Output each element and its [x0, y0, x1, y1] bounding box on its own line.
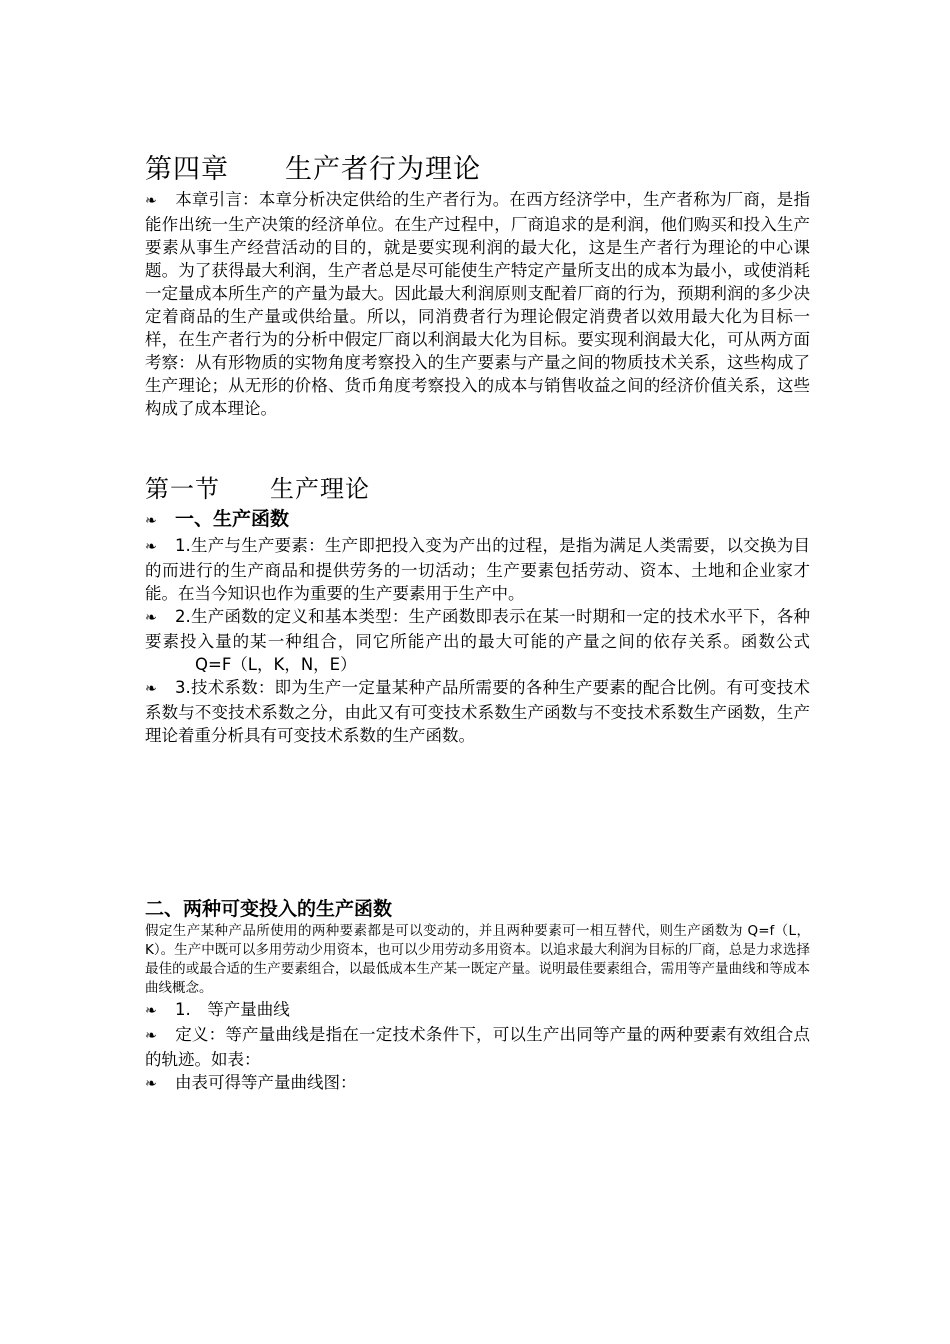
production-function-formula: Q=F（L，K，N，E）: [195, 655, 357, 674]
bullet-icon: ❧: [145, 610, 157, 626]
chapter-title: 第四章 生产者行为理论: [145, 154, 481, 185]
section2-item1-text: 1. 等产量曲线: [175, 1000, 290, 1019]
chapter-intro: [145, 188, 810, 420]
bullet-icon: ❧: [145, 193, 157, 209]
section2-item2: [145, 1023, 810, 1071]
section2-block: [145, 896, 810, 1096]
section2-intro: 假定生产某种产品所使用的两种要素都是可以变动的，并且两种要素可一相互替代，则生产函数为 Q=f（L，K）。生产中既可以多用劳动少用资本，也可以少用劳动多用资本。以追求最大利润为目标的厂商，总是力求选择最佳的或最合适的生产要素组合，以最低成本生产某一既定产量。说明最佳要素组合，需用等产量曲线和等成本曲线概念。: [145, 923, 810, 996]
bullet-icon: ❧: [145, 513, 157, 529]
section1-title: 第一节 生产理论: [145, 475, 370, 503]
bullet-icon: ❧: [145, 1028, 157, 1044]
section2-heading: 二、两种可变投入的生产函数: [145, 898, 393, 920]
section2-item1: [145, 998, 810, 1023]
section1-block: [145, 472, 810, 747]
chapter-intro-text: 本章引言：本章分析决定供给的生产者行为。在西方经济学中，生产者称为厂商，是指能作出统一生产决策的经济单位。在生产过程中，厂商追求的是利润，他们购买和投入生产要素从事生产经营活动的目的，就是要实现利润的最大化，这是生产者行为理论的中心课题。为了获得最大利润，生产者总是尽可能使生产特定产量所支出的成本为最小，或使消耗一定量成本所生产的产量为最大。因此最大利润原则支配着厂商的行为，预期利润的多少决定着商品的生产量或供给量。所以，同消费者行为理论假定消费者以效用最大化为目标一样，在生产者行为的分析中假定厂商以利润最大化为目标。要实现利润最大化，可从两方面考察：从有形物质的实物角度考察投入的生产要素与产量之间的物质技术关系，这些构成了生产理论；从无形的价格、货币角度考察投入的成本与销售收益之间的经济价值关系，这些构成了成本理论。: [145, 190, 810, 418]
section2-item3: [145, 1071, 810, 1096]
bullet-icon: ❧: [145, 681, 157, 697]
section1-subheading: [145, 506, 810, 534]
section1-item3: [145, 676, 810, 747]
chapter-block: [145, 152, 810, 420]
bullet-icon: ❧: [145, 1003, 157, 1019]
section1-item2-text: 2.生产函数的定义和基本类型：生产函数即表示在某一时期和一定的技术水平下，各种要素投入量的某一种组合，同它所能产出的最大可能的产量之间的依存关系。函数公式: [145, 607, 810, 651]
section2-item3-text: 由表可得等产量曲线图：: [175, 1073, 357, 1092]
section1-item1-text: 1.生产与生产要素：生产即把投入变为产出的过程，是指为满足人类需要，以交换为目的而进行的生产商品和提供劳务的一切活动；生产要素包括劳动、资本、土地和企业家才能。在当今知识也作为重要的生产要素用于生产中。: [145, 536, 810, 603]
section2-item2-text: 定义：等产量曲线是指在一定技术条件下，可以生产出同等产量的两种要素有效组合点的轨迹。如表：: [145, 1025, 810, 1069]
section1-item1: [145, 534, 810, 605]
section1-item2: [145, 605, 810, 676]
bullet-icon: ❧: [145, 539, 157, 555]
section1-subheading-text: 一、生产函数: [175, 508, 290, 530]
bullet-icon: ❧: [145, 1076, 157, 1092]
section1-item3-text: 3.技术系数：即为生产一定量某种产品所需要的各种生产要素的配合比例。有可变技术系数与不变技术系数之分，由此又有可变技术系数生产函数与不变技术系数生产函数，生产理论着重分析具有可变技术系数的生产函数。: [145, 678, 810, 745]
